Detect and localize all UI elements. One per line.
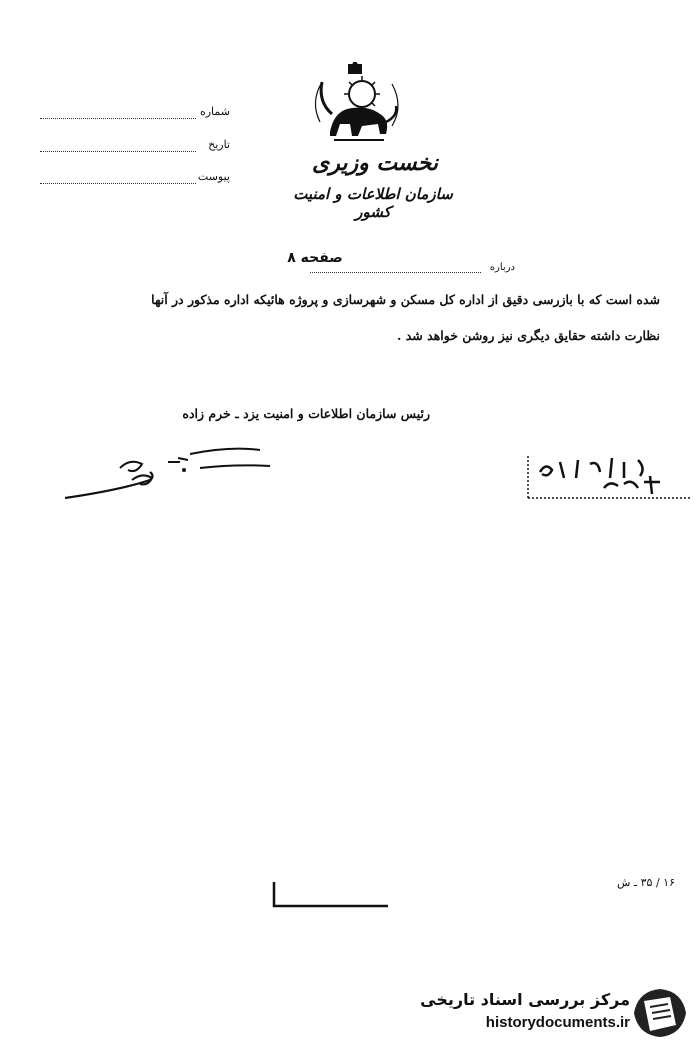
date-field <box>40 138 230 158</box>
about-dotted-line <box>310 272 481 273</box>
date-dotted-line <box>40 151 196 152</box>
attachment-field <box>40 170 230 190</box>
number-field <box>40 105 230 125</box>
archive-logo-icon <box>630 985 690 1041</box>
lion-and-sun-emblem-icon <box>300 62 410 152</box>
about-field <box>310 262 515 276</box>
signatory-title: رئیس سازمان اطلاعات و امنیت یزد ـ خرم زاده <box>182 406 430 421</box>
handwritten-reference-stamp <box>520 448 695 508</box>
attachment-label: پیوست <box>197 170 230 183</box>
date-label: تاریخ <box>208 138 230 151</box>
handwritten-signature <box>60 440 280 510</box>
number-dotted-line <box>40 118 196 119</box>
attachment-dotted-line <box>40 183 196 184</box>
number-label: شماره <box>199 105 230 118</box>
corner-mark <box>270 880 390 910</box>
body-line-1: شده است که با بازرسی دقیق از اداره کل مسکن و شهرسازی و پروژه هائیکه اداره مذکور در آنها <box>151 292 660 307</box>
watermark-url: historydocuments.ir <box>485 1014 630 1031</box>
page-label: صفحه ۸ <box>287 250 343 266</box>
about-label: درباره <box>489 262 515 273</box>
document-date: ۱۶ / ۳۵ ـ ش <box>616 876 675 889</box>
body-line-2: نظارت داشته حقایق دیگری نیز روشن خواهد شد . <box>397 328 660 343</box>
watermark-title: مرکز بررسی اسناد تاریخی <box>420 990 630 1009</box>
letterhead-title: نخست وزیری <box>312 150 438 176</box>
letterhead-subtitle: سازمان اطلاعات و امنیت کشور <box>293 185 453 221</box>
